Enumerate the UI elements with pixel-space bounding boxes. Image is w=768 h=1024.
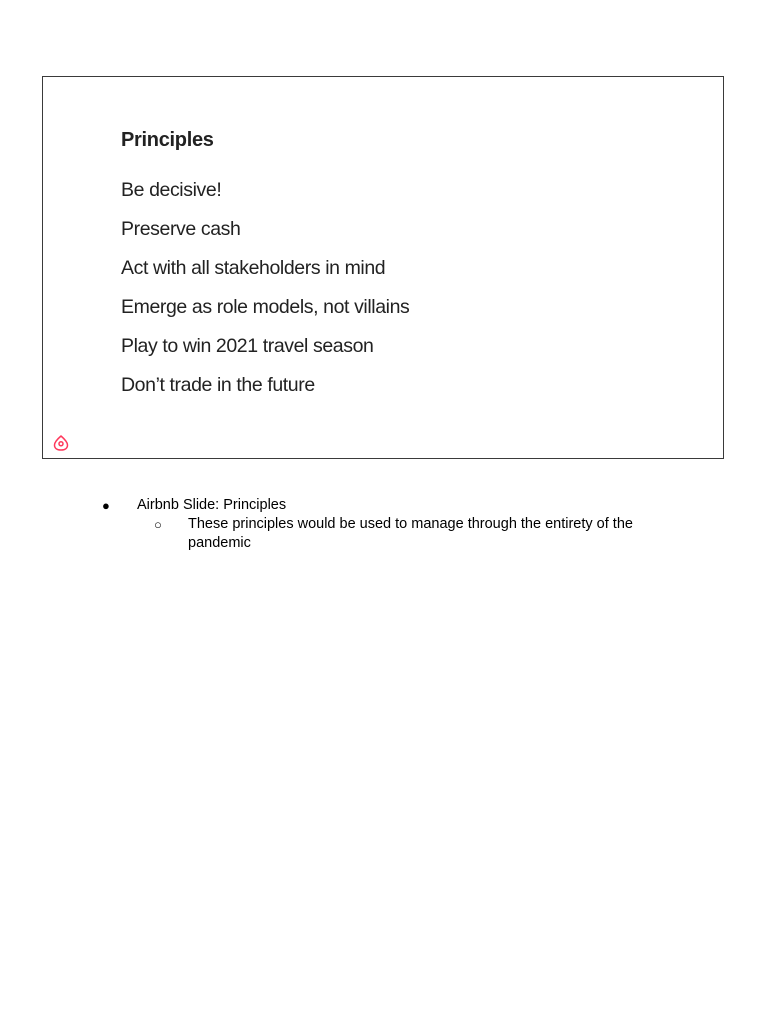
slide-frame: [42, 76, 724, 459]
principle-item: Play to win 2021 travel season: [121, 335, 374, 357]
hollow-bullet-icon: ○: [154, 517, 162, 532]
principle-item: Preserve cash: [121, 218, 241, 240]
note-sub-item-text: These principles would be used to manage through the entirety of the pandemic: [188, 516, 633, 551]
note-item-text: Airbnb Slide: Principles: [137, 497, 287, 513]
note-item: [102, 496, 702, 515]
note-sub-item: [102, 515, 702, 553]
slide-title: Principles: [121, 129, 214, 151]
airbnb-logo-icon: [53, 434, 69, 451]
principle-item: Be decisive!: [121, 179, 222, 201]
bullet-icon: ●: [102, 498, 110, 513]
principle-item: Don’t trade in the future: [121, 374, 315, 396]
principle-item: Act with all stakeholders in mind: [121, 257, 386, 279]
speaker-notes: [102, 496, 702, 553]
principle-item: Emerge as role models, not villains: [121, 296, 410, 318]
principles-list: [121, 177, 409, 411]
